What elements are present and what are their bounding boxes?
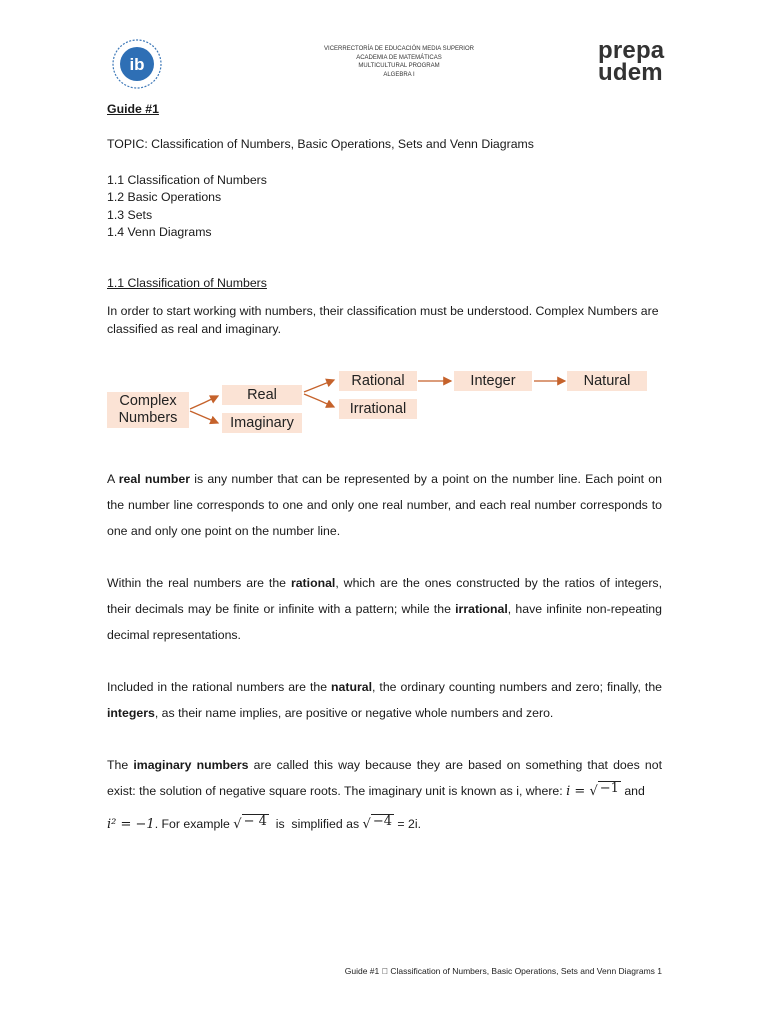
page-footer: Guide #1   Classification of Numbers, Basic Operations, Sets and Venn Diagrams 1 — [344, 966, 662, 976]
svg-text:ib: ib — [129, 55, 145, 74]
term-real-number: real number — [118, 472, 190, 486]
toc-item: 1.4 Venn Diagrams — [107, 224, 212, 239]
term-imaginary-numbers: imaginary numbers — [133, 758, 249, 772]
header-line: MULTICULTURAL PROGRAM — [358, 63, 440, 70]
text-run: , as their name implies, are positive or negative whole numbers and zero. — [154, 706, 554, 720]
arrow-complex-real — [190, 396, 218, 409]
topic-line: TOPIC: Classification of Numbers, Basic Operations, Sets and Venn Diagrams — [107, 137, 534, 151]
brand-line-1: prepa — [598, 37, 665, 64]
toc-item: 1.3 Sets — [107, 207, 153, 222]
term-rational: rational — [290, 576, 336, 590]
text-run: are called this way because they are based on something that does not exist: the solution of negative square roots. The imaginary unit is known as i, where: — [107, 758, 662, 798]
guide-title: Guide #1 — [107, 102, 159, 116]
toc-item: 1.1 Classification of Numbers — [107, 173, 267, 187]
table-of-contents — [107, 172, 267, 241]
text-run: A — [107, 472, 119, 486]
term-irrational: irrational — [455, 602, 508, 616]
node-rational: Rational — [339, 371, 417, 391]
sqrt-minus-four: √ − 4 — [233, 814, 267, 832]
toc-item: 1.2 Basic Operations — [107, 190, 222, 205]
radicand: − 4 — [243, 814, 267, 829]
paragraph-real-number — [107, 466, 662, 544]
paragraph-imaginary-numbers — [107, 752, 662, 838]
equation-i: i = — [566, 784, 590, 799]
text-run: Included in the rational numbers are the — [107, 680, 332, 694]
node-natural: Natural — [567, 371, 647, 391]
prepa-udem-logo — [598, 37, 668, 94]
equation-i-squared: i² = −1 — [107, 817, 155, 832]
radicand: −4 — [372, 814, 392, 829]
institution-header — [270, 45, 528, 80]
intro-paragraph: In order to start working with numbers, their classification must be understood. Complex Numbers are classified as real and imaginary. — [107, 304, 659, 336]
text-run: and — [620, 784, 645, 798]
text-run: is any number that can be represented by a point on the number line. Each point on the number line corresponds to one and only one real number, and each real number corresponds to one and only one point on the number line. — [107, 472, 662, 538]
text-run: is simplified as — [268, 817, 363, 831]
arrow-complex-imaginary — [190, 411, 218, 423]
term-natural: natural — [331, 680, 373, 694]
node-complex-numbers: Complex Numbers — [107, 392, 189, 428]
ib-logo — [106, 38, 168, 90]
text-run: The — [107, 758, 134, 772]
text-run: . For example — [154, 817, 234, 831]
text-run: , the ordinary counting numbers and zero; finally, the — [372, 680, 662, 694]
text-run: , which are the ones constructed by the ratios of integers, their decimals may be finite or infinite with a pattern; while the — [107, 576, 662, 616]
sqrt-minus-one: √ −1 — [589, 781, 619, 799]
text-run: Within the real numbers are the — [107, 576, 291, 590]
node-integer: Integer — [454, 371, 532, 391]
paragraph-rational-irrational — [107, 570, 662, 648]
section-heading: 1.1 Classification of Numbers — [107, 276, 267, 290]
header-line: VICERRECTORÍA DE EDUCACIÓN MEDIA SUPERIOR — [324, 46, 474, 52]
arrow-real-rational — [304, 380, 334, 392]
term-integers: integers — [107, 706, 155, 720]
header-line: ALGEBRA I — [383, 72, 415, 79]
arrow-real-irrational — [304, 394, 334, 407]
radicand: −1 — [599, 781, 619, 796]
text-run: , have infinite non-repeating decimal representations. — [107, 602, 662, 642]
node-imaginary: Imaginary — [222, 413, 302, 433]
sqrt-minus-four-2: √ −4 — [362, 814, 392, 832]
number-classification-diagram — [107, 363, 649, 445]
text-run: = 2i. — [393, 817, 421, 831]
header-line: ACADEMIA DE MATEMÁTICAS — [356, 54, 442, 61]
node-irrational: Irrational — [339, 399, 417, 419]
node-real: Real — [222, 385, 302, 405]
brand-line-2: udem — [598, 59, 663, 86]
paragraph-natural-integers — [107, 674, 662, 726]
